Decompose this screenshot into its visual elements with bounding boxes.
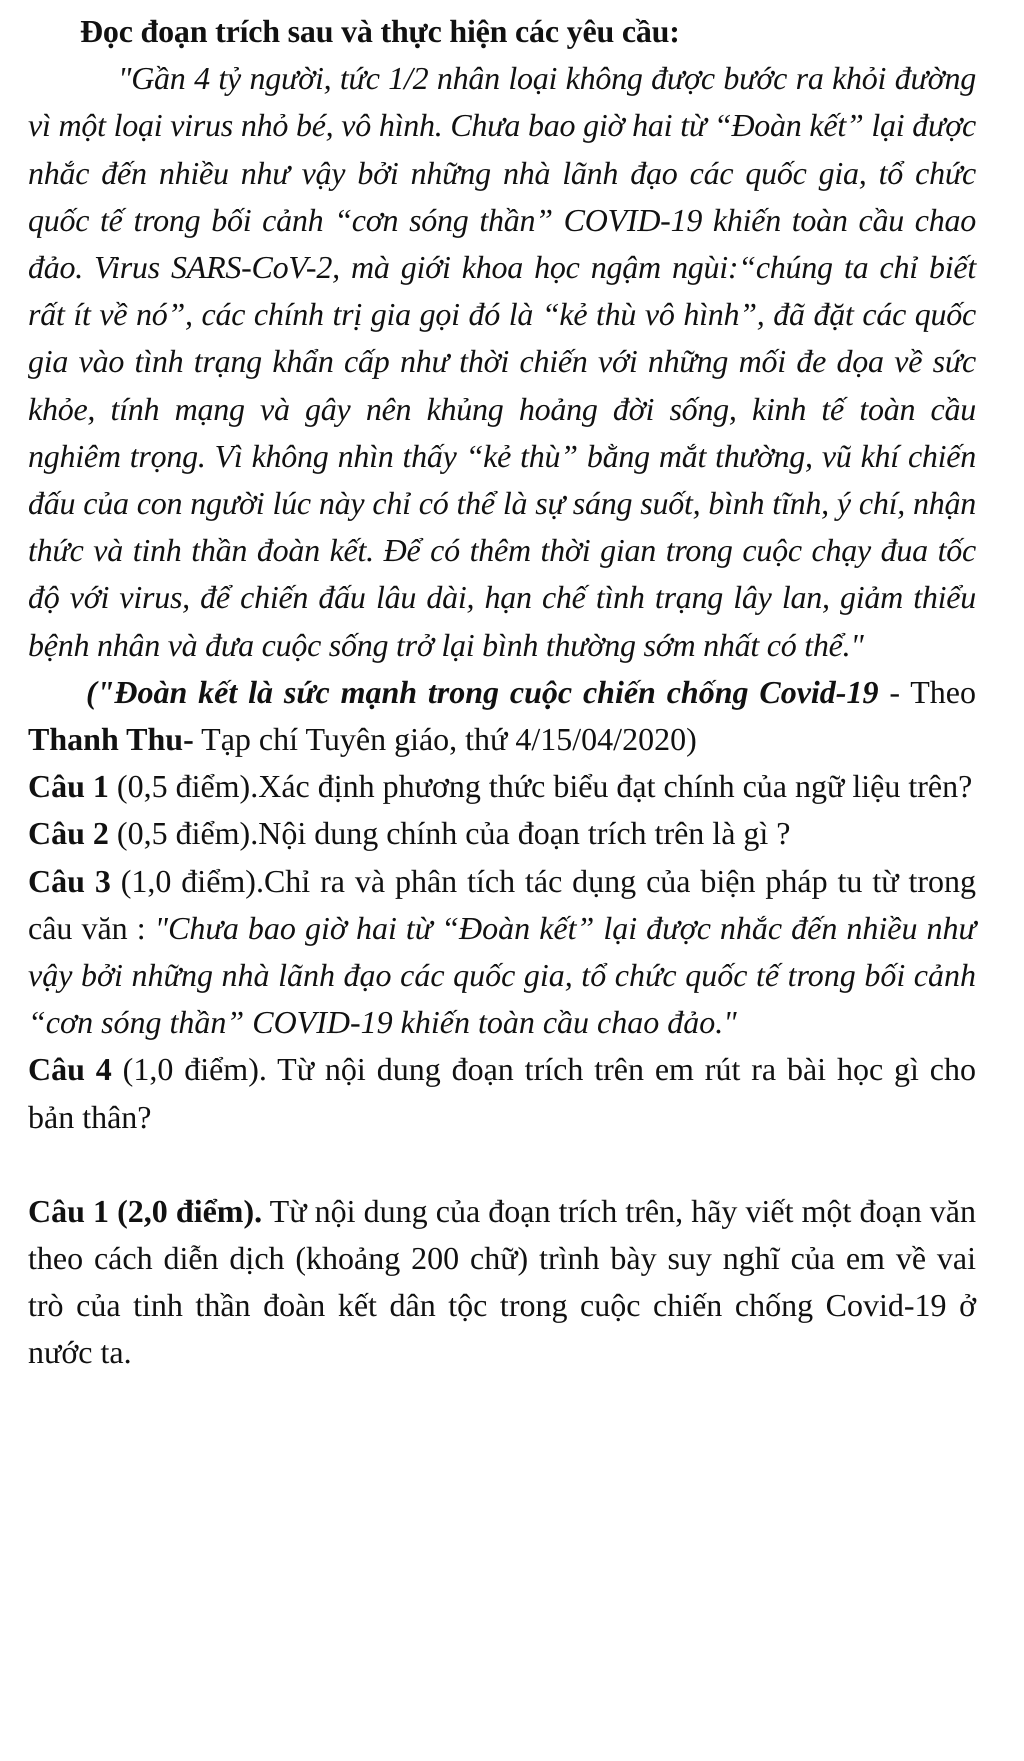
section-spacer <box>28 1141 976 1188</box>
exercise-heading: Đọc đoạn trích sau và thực hiện các yêu cầu: <box>80 13 680 49</box>
question-3-quote: "Chưa bao giờ hai từ “Đoàn kết” lại được nhắc đến nhiều như vậy bởi những nhà lãnh đạo các quốc gia, tổ chức quốc tế trong bối cảnh “cơn sóng thần” COVID-19 khiến toàn cầu chao đảo." <box>28 909 977 1041</box>
question-4-text: (1,0 điểm). Từ nội dung đoạn trích trên em rút ra bài học gì cho bản thân? <box>28 1051 977 1135</box>
source-author: Thanh Thu- <box>28 721 194 758</box>
question-3-text: (1,0 điểm).Chỉ ra và phân tích tác dụng của biện pháp tu từ trong câu văn : <box>28 862 977 946</box>
question-1-label: Câu 1 <box>28 768 109 805</box>
question-2-text: (0,5 điểm).Nội dung chính của đoạn trích trên là gì ? <box>108 815 791 852</box>
essay-question-label: Câu 1 (2,0 điểm). <box>28 1192 263 1229</box>
source-publication: Tạp chí Tuyên giáo, thứ 4/15/04/2020) <box>193 721 697 758</box>
question-2 <box>28 810 976 857</box>
question-4-label: Câu 4 <box>28 1051 112 1088</box>
essay-question <box>28 1188 976 1377</box>
source-title: ("Đoàn kết là sức mạnh trong cuộc chiến chống Covid-19 <box>86 673 879 710</box>
question-4 <box>28 1046 976 1140</box>
question-1-text: (0,5 điểm).Xác định phương thức biểu đạt chính của ngữ liệu trên? <box>108 768 973 805</box>
question-2-label: Câu 2 <box>28 815 109 852</box>
source-dash: - Theo <box>878 673 977 710</box>
source-citation <box>28 669 976 763</box>
question-1 <box>28 763 976 810</box>
question-3-label: Câu 3 <box>28 862 111 899</box>
excerpt-passage: "Gần 4 tỷ người, tức 1/2 nhân loại không được bước ra khỏi đường vì một loại virus nhỏ bé, vô hình. Chưa bao giờ hai từ “Đoàn kết” lại được nhắc đến nhiều như vậy bởi những nhà lãnh đạo các quốc gia, tổ chức quốc tế trong bối cảnh “cơn sóng thần” COVID-19 khiến toàn cầu chao đảo. Virus SARS-CoV-2, mà giới khoa học ngậm ngùi:“chúng ta chỉ biết rất ít về nó”, các chính trị gia gọi đó là “kẻ thù vô hình”, đã đặt các quốc gia vào tình trạng khẩn cấp như thời chiến với những mối đe dọa về sức khỏe, tính mạng và gây nên khủng hoảng đời sống, kinh tế toàn cầu nghiêm trọng. Vì không nhìn thấy “kẻ thù” bằng mắt thường, vũ khí chiến đấu của con người lúc này chỉ có thể là sự sáng suốt, bình tĩnh, ý chí, nhận thức và tinh thần đoàn kết. Để có thêm thời gian trong cuộc chạy đua tốc độ với virus, để chiến đấu lâu dài, hạn chế tình trạng lây lan, giảm thiểu bệnh nhân và đưa cuộc sống trở lại bình thường sớm nhất có thể." <box>28 60 976 663</box>
question-3 <box>28 858 976 1047</box>
essay-question-text: Từ nội dung của đoạn trích trên, hãy viết một đoạn văn theo cách diễn dịch (khoảng 200 chữ) trình bày suy nghĩ của em về vai trò của tinh thần đoàn kết dân tộc trong cuộc chiến chống Covid-19 ở nước ta. <box>28 1192 977 1371</box>
